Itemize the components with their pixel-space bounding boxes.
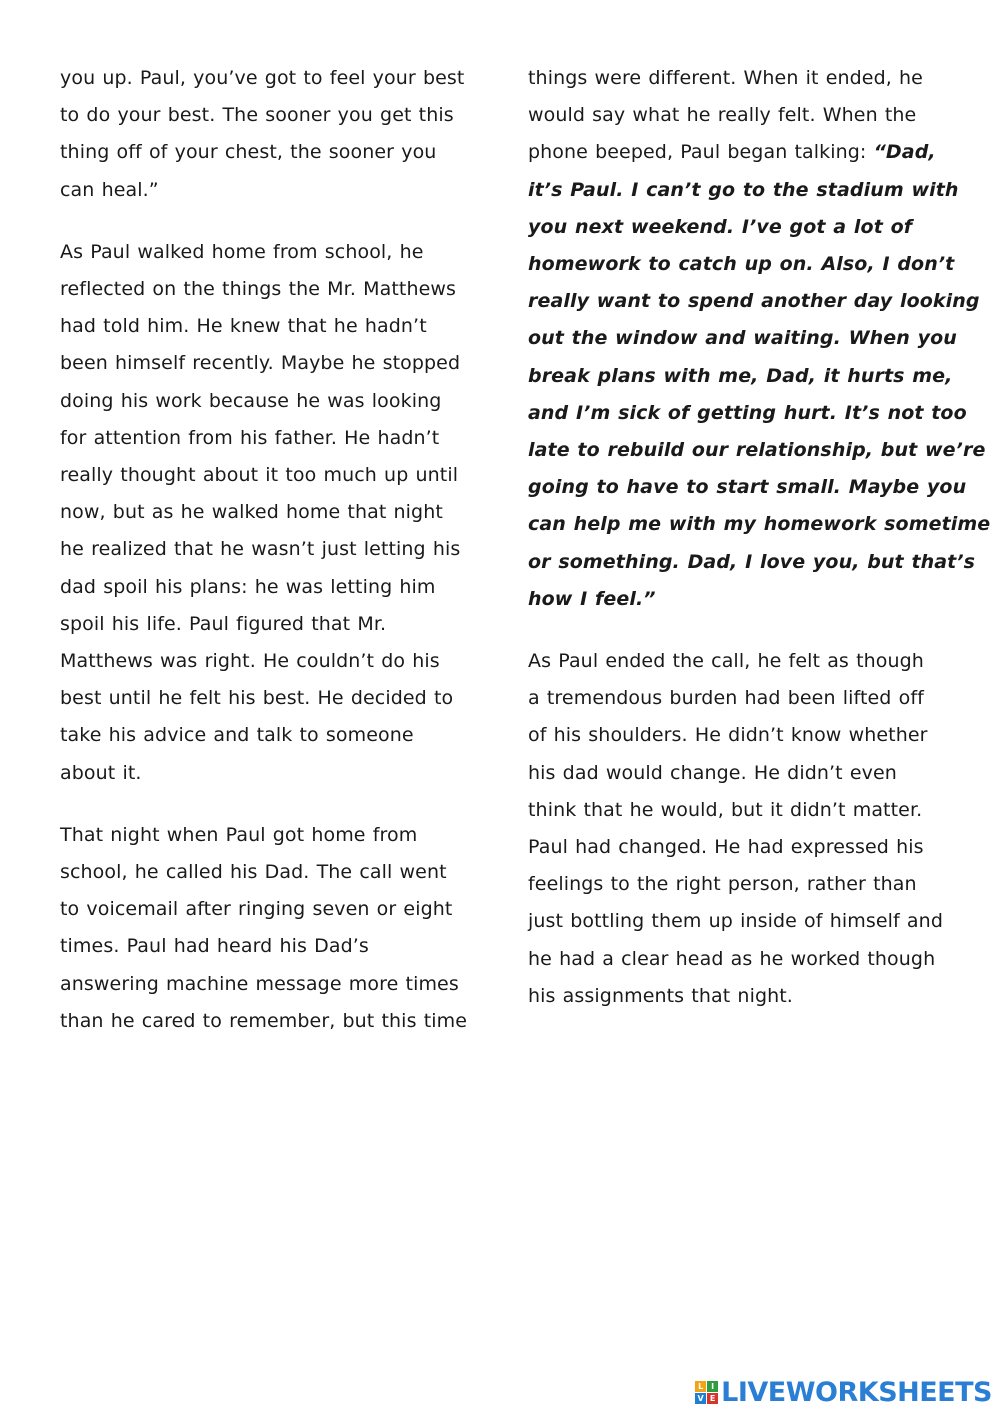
logo-mark-letter: I [707,1381,718,1392]
logo-mark-letter: E [707,1393,718,1404]
quote-start: “Dad, [873,141,936,164]
quote-line: break plans with me, Dad, it hurts me, [528,364,953,387]
text-line: As Paul walked home from school, he [60,240,424,263]
text-line: times. Paul had heard his Dad’s [60,935,369,958]
text-line: would say what he really felt. When the [528,104,917,127]
text-line: you up. Paul, you’ve got to feel your best [60,67,465,89]
paragraph [60,234,480,792]
text-line: think that he would, but it didn’t matter. [528,798,923,821]
text-line: doing his work because he was looking [60,389,442,412]
text-line: now, but as he walked home that night [60,501,443,524]
quote-line: and I’m sick of getting hurt. It’s not too [528,401,967,424]
text-line: As Paul ended the call, he felt as though [528,650,924,673]
quote-line: can help me with my homework sometime [528,513,991,536]
text-line: his assignments that night. [528,984,793,1007]
quote-line: you next weekend. I’ve got a lot of [528,215,913,238]
quote-line: late to rebuild our relationship, but we’re [528,439,986,462]
text-line: Matthews was right. He couldn’t do his [60,650,440,673]
paragraph [60,60,480,209]
text-line: reflected on the things the Mr. Matthews [60,278,457,301]
text-line: That night when Paul got home from [60,823,418,846]
text-line: Paul had changed. He had expressed his [528,836,924,859]
text-line: he had a clear head as he worked though [528,947,936,970]
quote-line: homework to catch up on. Also, I don’t [528,253,955,276]
text-line: a tremendous burden had been lifted off [528,687,924,710]
text-line: of his shoulders. He didn’t know whether [528,724,928,747]
right-column [528,60,991,1040]
text-line: spoil his life. Paul figured that Mr. [60,612,387,635]
paragraph [528,60,991,618]
text-line: really thought about it too much up until [60,464,459,487]
logo-mark-letter: V [695,1393,706,1404]
text-line-mixed [528,134,948,171]
text-segment: phone beeped, Paul began talking: [528,141,874,164]
quote-line: how I feel.” [528,587,656,610]
logo-mark-letter: L [695,1381,706,1392]
text-line: to do your best. The sooner you get this [60,104,454,127]
text-line: than he cared to remember, but this time [60,1009,468,1032]
text-line: been himself recently. Maybe he stopped [60,352,461,375]
text-line: things were different. When it ended, he [528,67,923,89]
quote-line: out the window and waiting. When you [528,327,957,350]
quote-line: really want to spend another day looking [528,290,980,313]
text-line: about it. [60,761,142,784]
text-line: just bottling them up inside of himself and [528,910,943,933]
quote-line: it’s Paul. I can’t go to the stadium with [528,178,959,201]
text-line: dad spoil his plans: he was letting him [60,575,436,598]
text-line: his dad would change. He didn’t even [528,761,897,784]
text-line: thing off of your chest, the sooner you [60,141,437,164]
text-line: best until he felt his best. He decided to [60,687,454,710]
text-line: answering machine message more times [60,972,459,995]
quote-line: or something. Dad, I love you, but that’s [528,550,976,573]
left-column [60,60,480,1065]
paragraph [60,817,480,1040]
text-line: take his advice and talk to someone [60,724,414,747]
liveworksheets-logo[interactable] [695,1377,992,1407]
text-line: school, he called his Dad. The call went [60,861,447,884]
text-line: to voicemail after ringing seven or eight [60,898,453,921]
logo-text: LIVEWORKSHEETS [721,1376,992,1408]
logo-mark-icon [695,1381,718,1404]
paragraph [528,643,948,1015]
text-line: he realized that he wasn’t just letting his [60,538,461,561]
text-line: for attention from his father. He hadn’t [60,426,440,449]
text-line: can heal.” [60,178,159,201]
text-line: had told him. He knew that he hadn’t [60,315,427,338]
quote-line: going to have to start small. Maybe you [528,476,967,499]
text-line: feelings to the right person, rather than [528,873,917,896]
